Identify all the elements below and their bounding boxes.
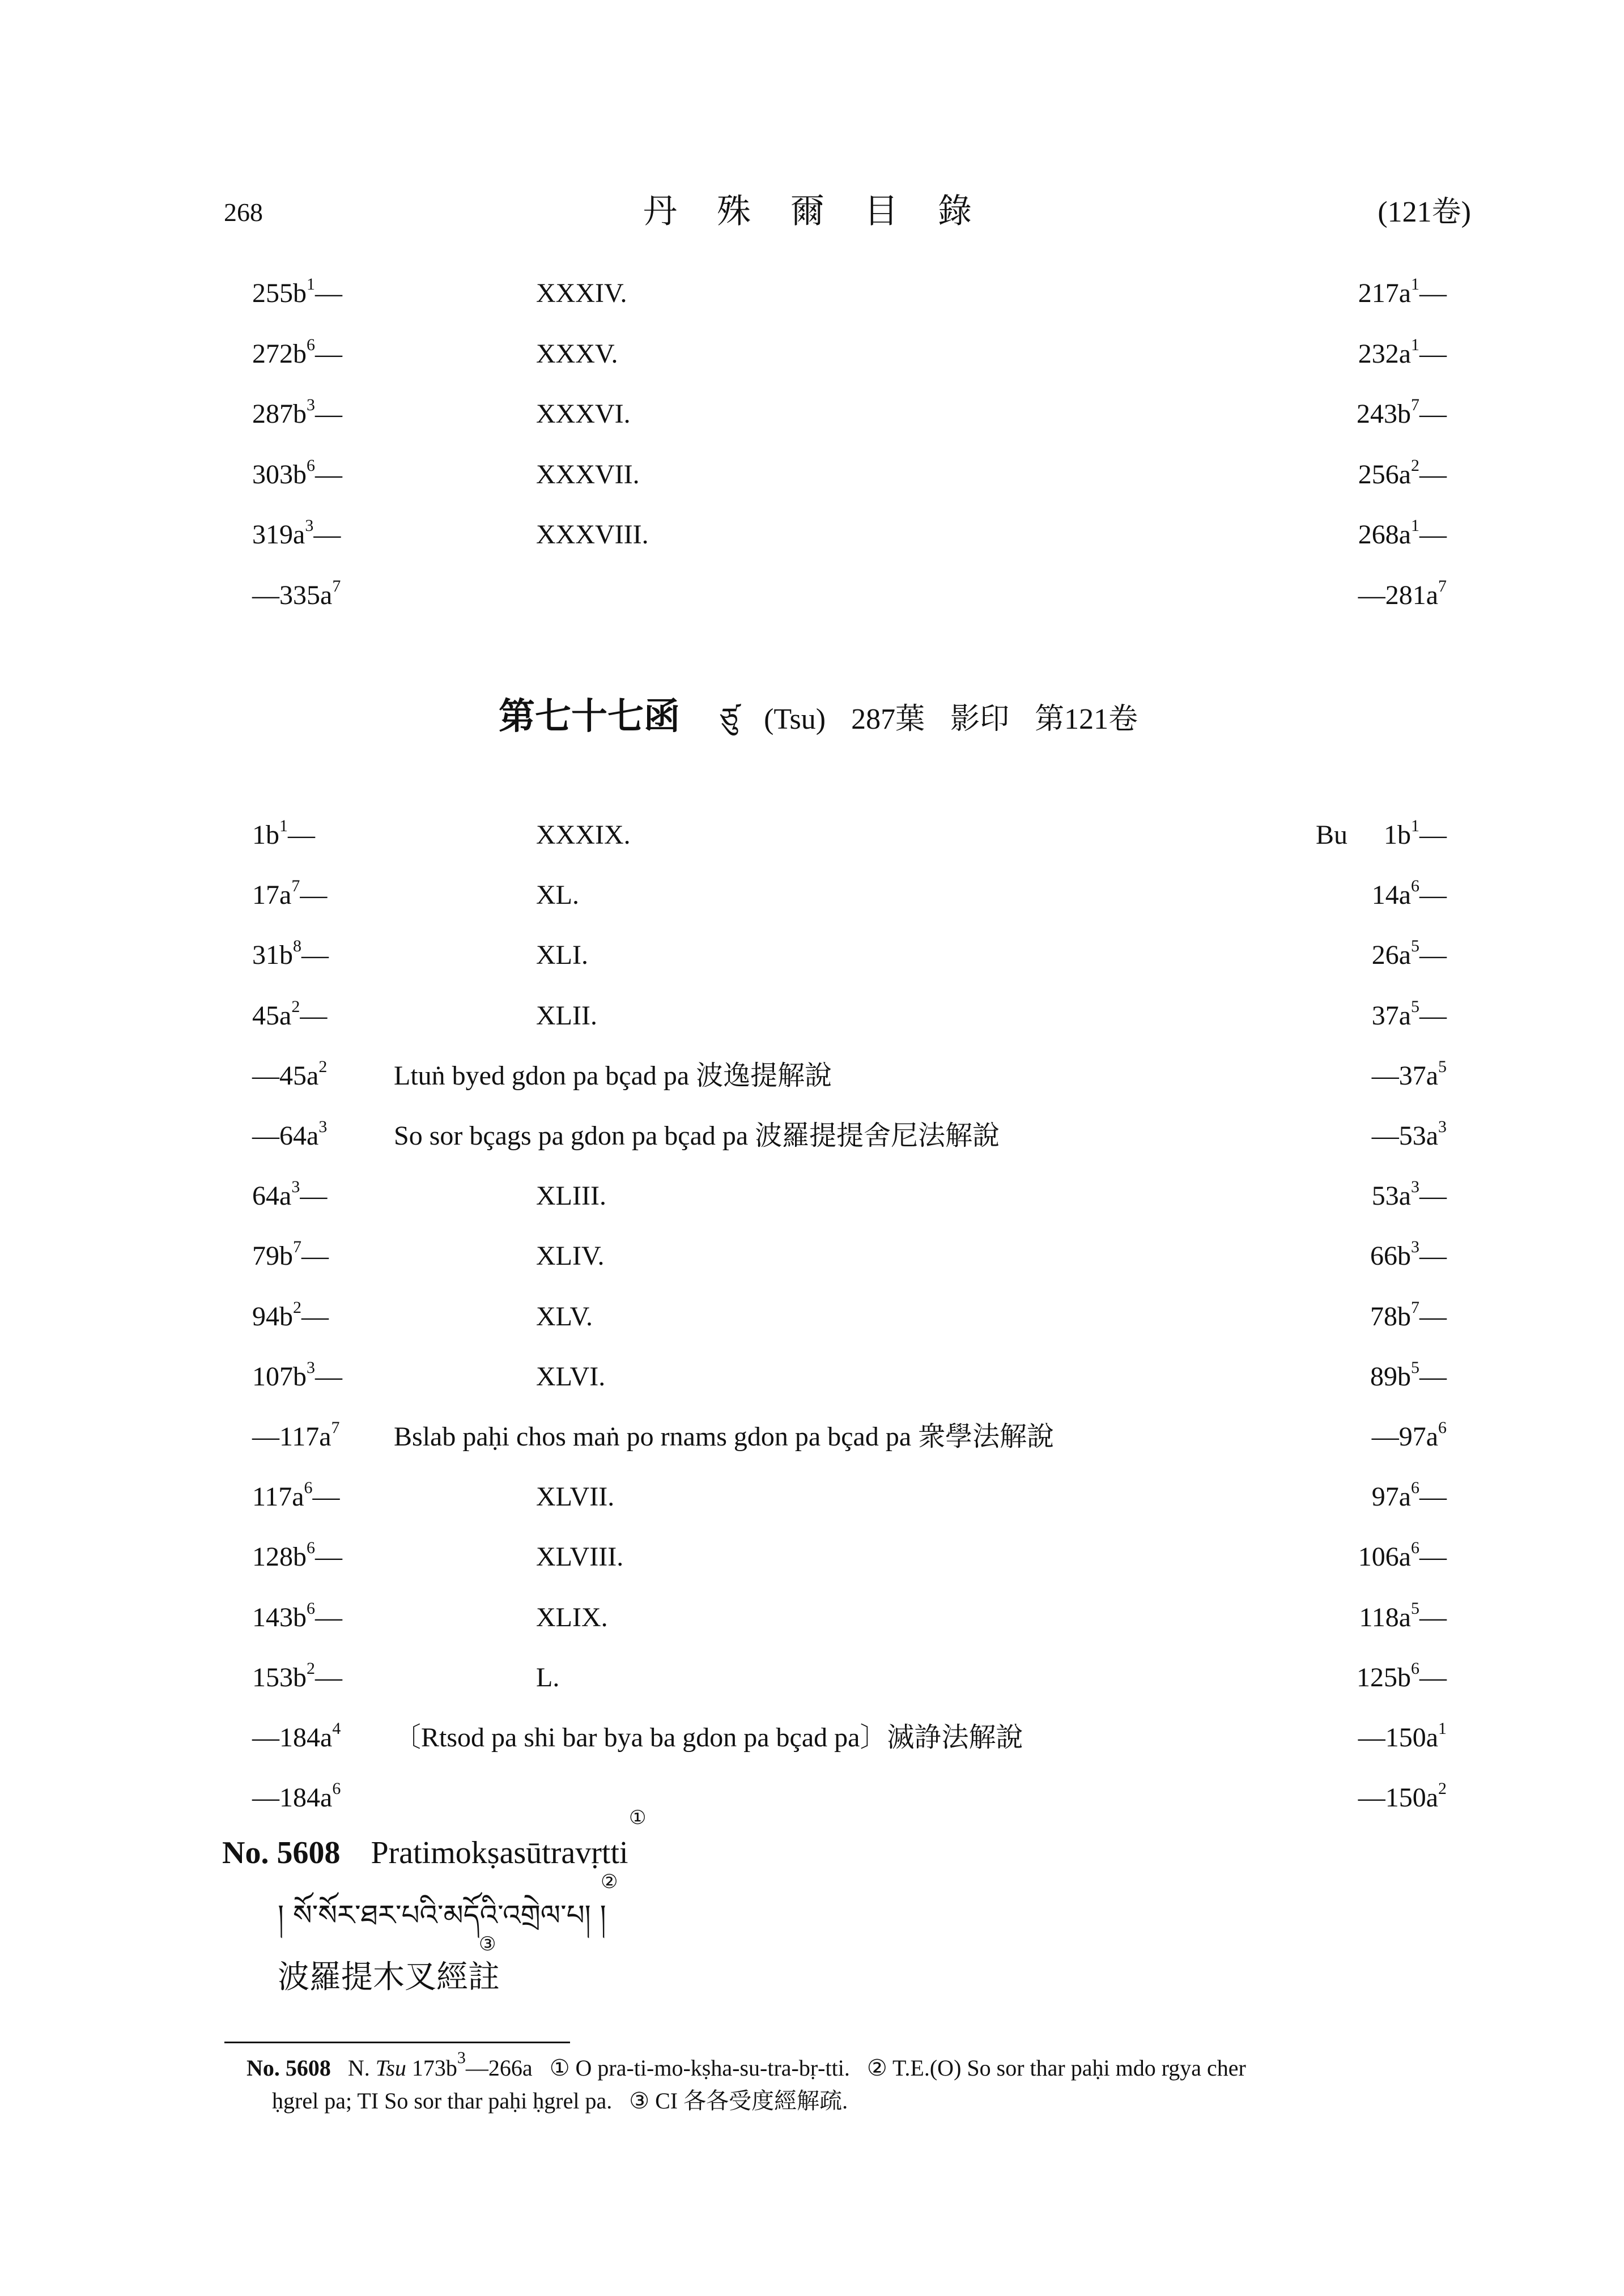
folio-line-sup: 6	[307, 1538, 315, 1558]
other-edition-folio: $268a^1—$	[1358, 516, 1447, 550]
chapter-number: XL.	[536, 880, 579, 911]
section-leaves: 287葉	[851, 703, 925, 735]
table-row	[0, 1300, 1624, 1357]
folio-line-sup: 6	[307, 1598, 315, 1618]
footnote-line-1	[246, 2048, 1246, 2084]
tibetan-letter: ཙུ	[720, 703, 739, 735]
other-edition-folio: $—53a^3$	[1371, 1117, 1447, 1151]
folio-line-sup: 3	[1438, 1117, 1447, 1136]
table-row	[0, 938, 1624, 995]
folio-line-sup: 6	[1411, 1659, 1419, 1678]
table-row	[0, 1540, 1624, 1597]
peking-folio: $143b^6—$	[252, 1598, 342, 1632]
folio-line-sup: 3	[291, 1177, 300, 1197]
chapter-number: XXXVIII.	[536, 520, 649, 550]
folio-line-sup: 2	[307, 1659, 315, 1678]
running-title: 丹殊爾目錄	[643, 193, 1011, 230]
chapter-number: XLVIII.	[536, 1542, 624, 1572]
peking-folio: $64a^3—$	[252, 1177, 328, 1211]
table-row	[0, 337, 1624, 394]
chapter-number: XLVI.	[536, 1361, 606, 1392]
other-edition-folio: $53a^3—$	[1371, 1177, 1447, 1211]
folio-line-sup: 7	[293, 1238, 301, 1257]
folio-line-sup: 6	[307, 456, 315, 475]
folio-line-sup: 7	[331, 1418, 340, 1437]
section-text: 〔Rtsod pa shi bar bya ba gdon pa bçad pa〕滅諍法解說	[394, 1723, 1023, 1753]
chapter-number: XXXVII.	[536, 459, 640, 490]
other-edition-folio: $—281a^7$	[1358, 576, 1447, 610]
other-edition-folio: $37a^5—$	[1371, 997, 1447, 1031]
folio-line-sup: 1	[1411, 335, 1419, 354]
folio-line-sup: 3	[1411, 1238, 1419, 1257]
folio-line-sup: 1	[1411, 275, 1419, 294]
note-marker-1: ①	[629, 1808, 647, 1829]
peking-folio: $45a^2—$	[252, 997, 328, 1031]
folio-line-sup: 1	[1411, 516, 1419, 535]
chapter-number: XLI.	[536, 940, 588, 971]
folio-line-sup: 6	[1411, 877, 1419, 896]
section-text: So sor bçags pa gdon pa bçad pa 波羅提提舍尼法解說	[394, 1121, 1000, 1151]
peking-folio: $—335a^7$	[252, 576, 341, 610]
table-row	[0, 576, 1624, 635]
other-edition-folio: $66b^3—$	[1370, 1238, 1447, 1272]
other-edition-folio: $—37a^5$	[1371, 1057, 1447, 1091]
chapter-number: XXXV.	[536, 338, 618, 369]
footnote-number: No. 5608	[246, 2055, 331, 2081]
folio-line-sup: 1	[1411, 817, 1419, 835]
folio-line-sup: 7	[1411, 396, 1419, 414]
folio-line-sup: 6	[1411, 1538, 1419, 1558]
other-edition-folio: $26a^5—$	[1371, 937, 1447, 971]
peking-folio: $79b^7—$	[252, 1238, 329, 1272]
note-marker-3: ③	[479, 1934, 496, 1955]
edition-label: Bu	[1316, 820, 1348, 850]
footnote-continuation: ḥgrel pa; TI So sor thar paḥi ḥgrel pa.	[272, 2088, 613, 2114]
peking-folio: $272b^6—$	[252, 335, 342, 369]
folio-line-sup: 6	[1438, 1418, 1447, 1437]
folio-line-sup: 6	[304, 1478, 313, 1498]
footnote-note-2: ② T.E.(O) So sor thar paḥi mdo rgya cher	[866, 2055, 1246, 2081]
table-row	[0, 818, 1624, 875]
other-edition-folio: $125b^6—$	[1357, 1659, 1447, 1693]
section-volume: 第121卷	[1035, 703, 1138, 735]
folio-line-sup: 3	[1411, 1177, 1419, 1197]
footnote-rule	[224, 2042, 570, 2043]
table-row	[0, 458, 1624, 515]
table-row	[0, 1598, 1624, 1657]
peking-folio: $—45a^2$	[252, 1057, 328, 1091]
peking-folio: $94b^2—$	[252, 1298, 329, 1332]
folio-line-sup: 6	[332, 1779, 341, 1798]
folio-line-sup: 5	[1438, 1057, 1447, 1076]
peking-folio: $17a^7—$	[252, 877, 328, 911]
other-edition-folio: $14a^6—$	[1371, 877, 1447, 911]
folio-line-sup: 5	[1411, 1358, 1419, 1377]
folio-line-sup: 7	[332, 576, 341, 596]
folio-line-sup: 1	[1438, 1719, 1447, 1738]
section-title: 第七十七函	[499, 696, 680, 738]
section-latin: (Tsu)	[764, 703, 826, 735]
table-row	[0, 1360, 1624, 1417]
tibetan-title: ། སོ་སོར་ཐར་པའི་མདོའི་འགྲེལ་པ། །	[278, 1899, 606, 1932]
peking-folio: $—117a^7$	[252, 1418, 340, 1452]
other-edition-folio: $1b^1—$	[1384, 817, 1447, 850]
section-facsimile: 影印	[950, 703, 1010, 735]
footnote-note-1: ① O pra-ti-mo-kṣha-su-tra-bṛ-tti.	[549, 2055, 850, 2081]
folio-line-sup: 3	[307, 1358, 315, 1377]
folio-line-sup: 6	[307, 335, 315, 354]
chapter-number: XLVII.	[536, 1482, 615, 1512]
other-edition-folio: $106a^6—$	[1358, 1538, 1447, 1572]
table-row	[0, 1119, 1624, 1176]
peking-folio: $107b^3—$	[252, 1358, 342, 1392]
chapter-number: XLIX.	[536, 1602, 608, 1632]
chapter-number: XLII.	[536, 1000, 597, 1031]
other-edition-folio: $256a^2—$	[1358, 456, 1447, 490]
peking-folio: $—184a^4$	[252, 1719, 341, 1753]
chapter-number: L.	[536, 1662, 560, 1693]
chapter-number: XLV.	[536, 1301, 593, 1332]
footnote-tsu: Tsu	[375, 2055, 406, 2081]
table-row	[0, 1179, 1624, 1236]
folio-line-sup: 6	[1411, 1478, 1419, 1498]
other-edition-folio: $—150a^2$	[1358, 1779, 1447, 1813]
other-edition-folio: $—150a^1$	[1358, 1719, 1447, 1753]
chapter-number: XXXVI.	[536, 399, 631, 429]
other-edition-folio: $232a^1—$	[1358, 335, 1447, 369]
footnote-range: 173b	[411, 2055, 457, 2081]
folio-line-sup: 5	[1411, 937, 1419, 956]
other-edition-folio: $97a^6—$	[1371, 1478, 1447, 1512]
folio-line-sup: 7	[291, 877, 300, 896]
chapter-number: XXXIV.	[536, 278, 627, 308]
folio-line-sup: 3	[305, 516, 314, 535]
folio-line-sup: 3	[318, 1117, 328, 1136]
table-row	[0, 999, 1624, 1056]
footnote-note-3: ③ CI 各各受度經解疏.	[629, 2088, 848, 2114]
peking-folio: $31b^8—$	[252, 937, 329, 971]
peking-folio: $128b^6—$	[252, 1538, 342, 1572]
other-edition-folio: $217a^1—$	[1358, 275, 1447, 308]
entry-heading	[222, 1836, 628, 1870]
folio-line-sup: 1	[279, 817, 288, 835]
folio-line-sup: 7	[1438, 576, 1447, 596]
folio-line-sup: 2	[318, 1057, 328, 1076]
table-row	[0, 1480, 1624, 1537]
folio-line-sup: 4	[332, 1719, 341, 1738]
footnote-range-end: —266a	[465, 2055, 533, 2081]
peking-folio: $153b^2—$	[252, 1659, 342, 1693]
table-row	[0, 1721, 1624, 1778]
peking-folio: $287b^3—$	[252, 396, 342, 429]
other-edition-folio: $78b^7—$	[1370, 1298, 1447, 1332]
folio-line-sup: 2	[293, 1298, 301, 1317]
section-heading	[499, 694, 1163, 742]
peking-folio: $1b^1—$	[252, 817, 315, 850]
chapter-number: XLIV.	[536, 1241, 605, 1272]
footnote-range-sup: 3	[457, 2048, 466, 2067]
peking-folio: $255b^1—$	[252, 275, 342, 308]
table-row	[0, 397, 1624, 454]
page-number: 268	[224, 198, 263, 227]
folio-line-sup: 3	[307, 396, 315, 414]
folio-line-sup: 7	[1411, 1298, 1419, 1317]
chapter-number: XXXIX.	[536, 820, 631, 850]
entry-number: No. 5608	[222, 1835, 341, 1870]
peking-folio: $319a^3—$	[252, 516, 341, 550]
other-edition-folio: $—97a^6$	[1371, 1418, 1447, 1452]
folio-line-sup: 2	[291, 997, 300, 1016]
peking-folio: $—64a^3$	[252, 1117, 328, 1151]
other-edition-folio: $118a^5—$	[1359, 1598, 1447, 1632]
folio-line-sup: 1	[307, 275, 315, 294]
table-row	[0, 1059, 1624, 1116]
folio-line-sup: 2	[1411, 456, 1419, 475]
section-text: Ltuṅ byed gdon pa bçad pa 波逸提解說	[394, 1060, 832, 1091]
folio-line-sup: 5	[1411, 997, 1419, 1016]
table-row	[0, 277, 1624, 333]
volume-label: (121卷)	[1378, 196, 1471, 228]
peking-folio: $117a^6—$	[252, 1478, 340, 1512]
folio-line-sup: 5	[1411, 1598, 1419, 1618]
chinese-title: 波羅提木叉經註	[278, 1960, 500, 1995]
other-edition-folio: $243b^7—$	[1357, 396, 1447, 429]
chapter-number: XLIII.	[536, 1181, 606, 1211]
table-row	[0, 1781, 1624, 1838]
section-text: Bslab paḥi chos maṅ po rnams gdon pa bçad pa 衆學法解說	[394, 1422, 1055, 1452]
note-marker-2: ②	[601, 1872, 618, 1893]
table-row	[0, 1420, 1624, 1477]
other-edition-folio: $89b^5—$	[1370, 1358, 1447, 1392]
footnote-line-2	[272, 2085, 848, 2117]
sanskrit-title: Pratimokṣasūtravṛtti	[371, 1835, 628, 1870]
footnote-ref: N.	[347, 2055, 370, 2081]
folio-line-sup: 8	[293, 937, 301, 956]
table-row	[0, 518, 1624, 575]
folio-line-sup: 2	[1438, 1779, 1447, 1798]
table-row	[0, 878, 1624, 935]
peking-folio: $—184a^6$	[252, 1779, 341, 1813]
table-row	[0, 1239, 1624, 1296]
peking-folio: $303b^6—$	[252, 456, 342, 490]
table-row	[0, 1661, 1624, 1717]
